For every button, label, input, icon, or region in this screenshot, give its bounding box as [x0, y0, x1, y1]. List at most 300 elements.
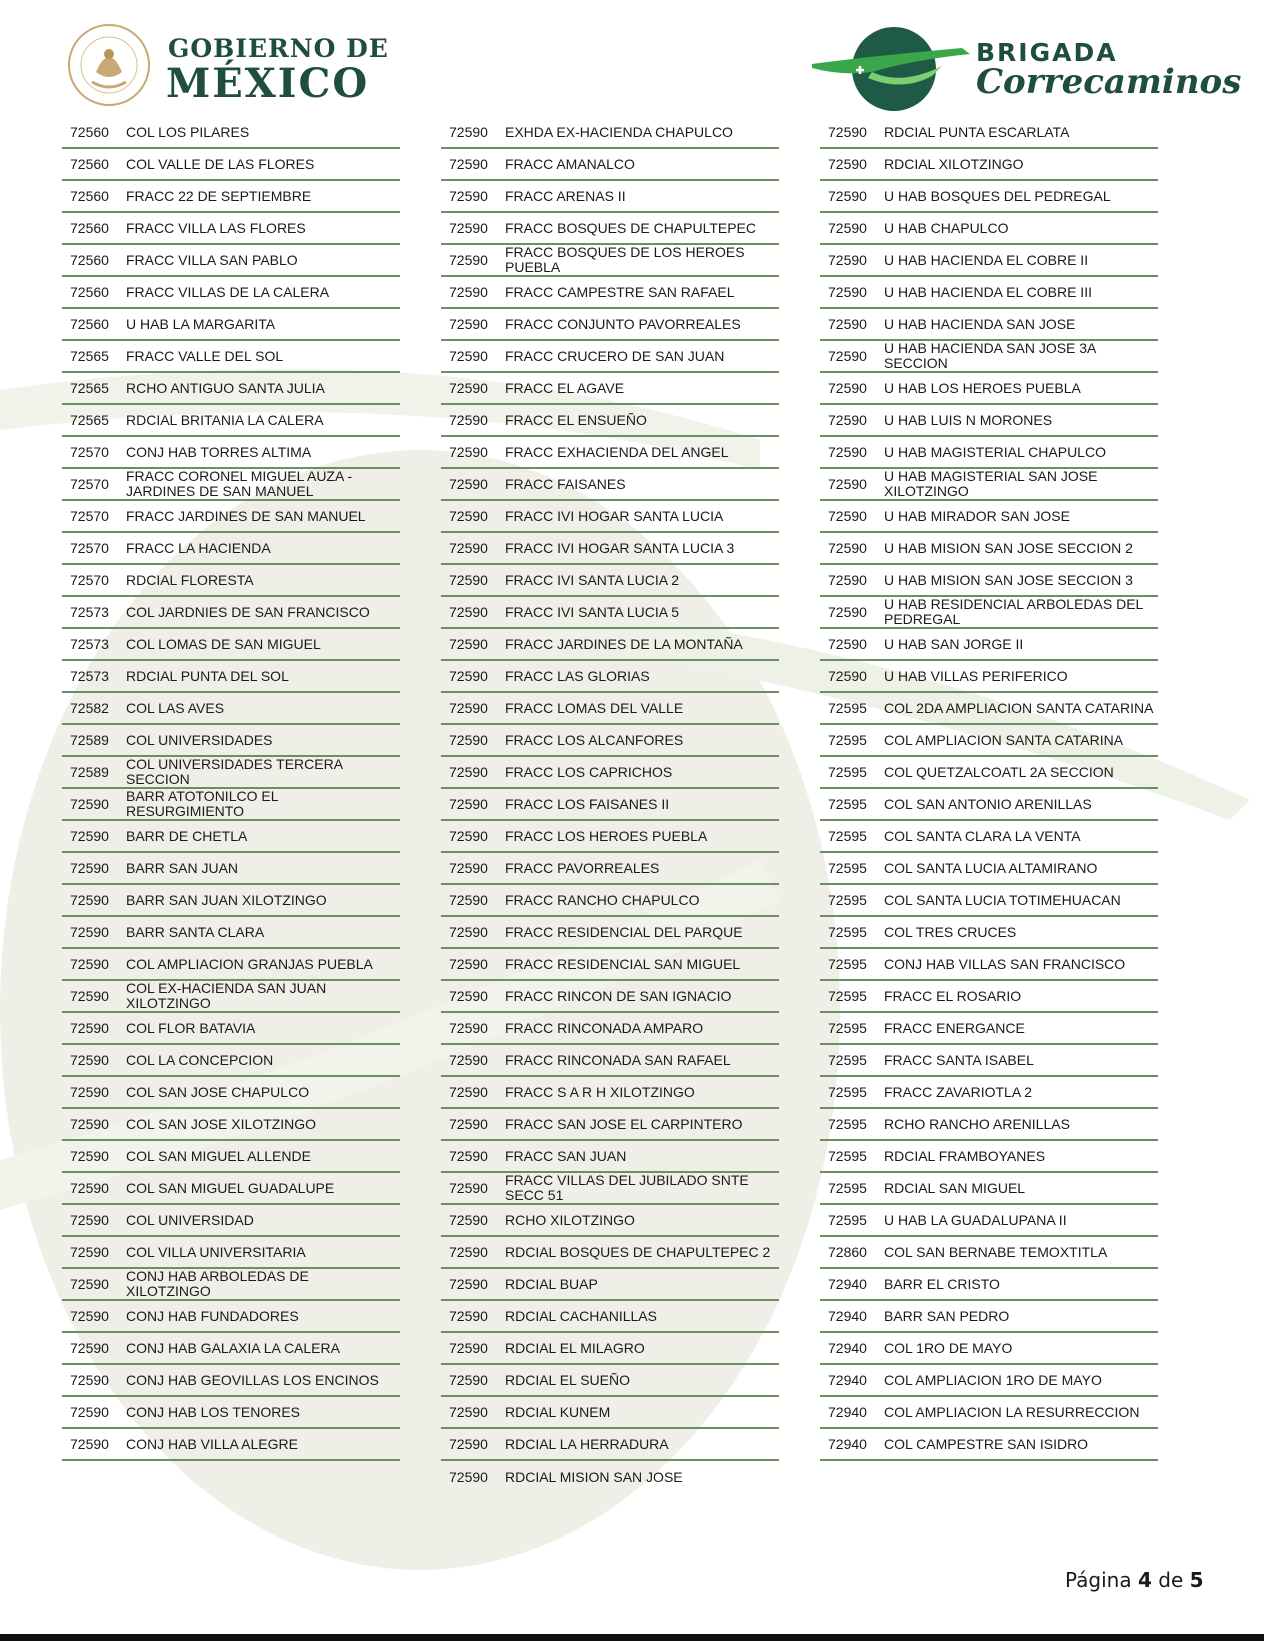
list-item: [820, 1365, 1158, 1397]
list-item: [62, 245, 400, 277]
page-word: Página: [1065, 1568, 1132, 1592]
settlement-name: COL LOS PILARES: [126, 123, 250, 140]
list-item: [820, 789, 1158, 821]
postal-code: 72590: [449, 572, 488, 588]
settlement-name: U HAB HACIENDA SAN JOSE 3A SECCION: [884, 340, 1096, 371]
postal-code: 72590: [828, 444, 867, 460]
list-item: [441, 661, 779, 693]
settlement-name: COL SANTA LUCIA TOTIMEHUACAN: [884, 891, 1121, 908]
postal-code: 72590: [449, 732, 488, 748]
settlement-name: FRACC SAN JOSE EL CARPINTERO: [505, 1115, 743, 1132]
list-item: [62, 1237, 400, 1269]
settlement-name: FRACC CRUCERO DE SAN JUAN: [505, 347, 725, 364]
postal-code: 72590: [449, 444, 488, 460]
settlement-name: RCHO XILOTZINGO: [505, 1211, 635, 1228]
settlement-name: U HAB BOSQUES DEL PEDREGAL: [884, 187, 1111, 204]
postal-code: 72595: [828, 892, 867, 908]
list-item: [820, 1333, 1158, 1365]
postal-code: 72590: [70, 1212, 109, 1228]
settlement-name: BARR ATOTONILCO EL RESURGIMIENTO: [126, 788, 278, 819]
settlement-name: COL EX-HACIENDA SAN JUAN XILOTZINGO: [126, 980, 327, 1011]
postal-code: 72560: [70, 284, 109, 300]
postal-code: 72560: [70, 188, 109, 204]
postal-code: 72590: [449, 348, 488, 364]
list-item: [62, 405, 400, 437]
postal-code: 72940: [828, 1436, 867, 1452]
list-item: [820, 981, 1158, 1013]
postal-code: 72589: [70, 764, 109, 780]
list-item: [441, 597, 779, 629]
postal-code: 72590: [449, 1180, 488, 1196]
list-item: [441, 853, 779, 885]
settlement-name: U HAB HACIENDA EL COBRE III: [884, 283, 1092, 300]
postal-code: 72595: [828, 988, 867, 1004]
postal-code: 72590: [828, 284, 867, 300]
list-item: [441, 341, 779, 373]
postal-code: 72590: [449, 284, 488, 300]
settlement-name: FRACC AMANALCO: [505, 155, 635, 172]
postal-code: 72595: [828, 1052, 867, 1068]
postal-code: 72595: [828, 796, 867, 812]
postal-code: 72565: [70, 412, 109, 428]
settlement-name: FRACC CORONEL MIGUEL AUZA - JARDINES DE SAN MANUEL: [126, 468, 353, 499]
postal-code: 72590: [449, 700, 488, 716]
settlement-name: COL JARDNIES DE SAN FRANCISCO: [126, 603, 370, 620]
list-item: [62, 949, 400, 981]
settlement-name: FRACC VALLE DEL SOL: [126, 347, 284, 364]
postal-code: 72590: [449, 1404, 488, 1420]
settlement-name: CONJ HAB GALAXIA LA CALERA: [126, 1339, 340, 1356]
list-item: [820, 341, 1158, 373]
list-item: [441, 1269, 779, 1301]
list-item: [62, 1109, 400, 1141]
settlement-name: U HAB HACIENDA SAN JOSE: [884, 315, 1076, 332]
settlement-name: COL LAS AVES: [126, 699, 225, 716]
postal-code: 72940: [828, 1276, 867, 1292]
list-item: [62, 501, 400, 533]
list-item: [62, 597, 400, 629]
list-item: [441, 373, 779, 405]
list-item: [62, 917, 400, 949]
settlement-name: RCHO ANTIGUO SANTA JULIA: [126, 379, 325, 396]
column-left: [62, 117, 400, 1461]
list-item: [441, 757, 779, 789]
settlement-name: COL SAN ANTONIO ARENILLAS: [884, 795, 1092, 812]
list-item: [441, 245, 779, 277]
list-item: [820, 757, 1158, 789]
list-item: [820, 1013, 1158, 1045]
list-item: [62, 341, 400, 373]
postal-code: 72590: [449, 796, 488, 812]
list-item: [62, 277, 400, 309]
list-item: [62, 1269, 400, 1301]
settlement-name: FRACC SANTA ISABEL: [884, 1051, 1034, 1068]
postal-code: 72590: [70, 1244, 109, 1260]
list-item: [441, 1141, 779, 1173]
postal-code: 72595: [828, 828, 867, 844]
settlement-name: COL SAN MIGUEL ALLENDE: [126, 1147, 311, 1164]
list-item: [820, 1301, 1158, 1333]
postal-code: 72590: [449, 1052, 488, 1068]
list-item: [441, 1333, 779, 1365]
list-item: [441, 629, 779, 661]
settlement-name: BARR SAN JUAN XILOTZINGO: [126, 891, 327, 908]
settlement-name: RDCIAL FRAMBOYANES: [884, 1147, 1046, 1164]
postal-code: 72590: [828, 636, 867, 652]
postal-code: 72940: [828, 1372, 867, 1388]
postal-code: 72590: [449, 764, 488, 780]
settlement-name: U HAB MAGISTERIAL CHAPULCO: [884, 443, 1106, 460]
postal-code: 72582: [70, 700, 109, 716]
settlement-name: BARR DE CHETLA: [126, 827, 248, 844]
list-item: [441, 981, 779, 1013]
list-item: [62, 149, 400, 181]
settlement-name: RDCIAL PUNTA DEL SOL: [126, 667, 289, 684]
list-item: [62, 789, 400, 821]
postal-code: 72590: [449, 476, 488, 492]
list-item: [62, 309, 400, 341]
list-item: [62, 1429, 400, 1461]
settlement-name: RCHO RANCHO ARENILLAS: [884, 1115, 1070, 1132]
list-item: [441, 1301, 779, 1333]
brigada-title: BRIGADA: [976, 38, 1118, 67]
list-item: [820, 853, 1158, 885]
list-item: [62, 117, 400, 149]
postal-code: 72590: [449, 220, 488, 236]
settlement-name: FRACC LOS FAISANES II: [505, 795, 670, 812]
settlement-name: FRACC RESIDENCIAL SAN MIGUEL: [505, 955, 741, 972]
postal-code: 72590: [449, 956, 488, 972]
page-current: 4: [1137, 1568, 1152, 1592]
list-item: [820, 1173, 1158, 1205]
postal-code: 72590: [828, 220, 867, 236]
postal-code: 72590: [828, 412, 867, 428]
postal-code: 72590: [449, 1372, 488, 1388]
settlement-name: FRACC SAN JUAN: [505, 1147, 627, 1164]
postal-code: 72570: [70, 444, 109, 460]
postal-code: 72565: [70, 380, 109, 396]
settlement-name: COL QUETZALCOATL 2A SECCION: [884, 763, 1114, 780]
postal-code: 72570: [70, 540, 109, 556]
settlement-name: U HAB LOS HEROES PUEBLA: [884, 379, 1081, 396]
settlement-name: COL SANTA LUCIA ALTAMIRANO: [884, 859, 1098, 876]
list-item: [820, 1429, 1158, 1461]
list-item: [441, 1173, 779, 1205]
postal-code: 72590: [70, 1436, 109, 1452]
postal-code: 72595: [828, 1180, 867, 1196]
page-header: [0, 0, 1264, 120]
mexico-title: MÉXICO: [166, 60, 370, 107]
list-item: [441, 1397, 779, 1429]
postal-code: 72590: [449, 156, 488, 172]
list-item: [820, 501, 1158, 533]
postal-code: 72590: [449, 124, 488, 140]
settlement-name: COL VALLE DE LAS FLORES: [126, 155, 315, 172]
settlement-name: FRACC VILLA LAS FLORES: [126, 219, 306, 236]
postal-code: 72589: [70, 732, 109, 748]
list-item: [820, 469, 1158, 501]
list-item: [62, 1301, 400, 1333]
postal-code: 72590: [828, 316, 867, 332]
list-item: [62, 1173, 400, 1205]
settlement-name: FRACC S A R H XILOTZINGO: [505, 1083, 695, 1100]
list-item: [820, 917, 1158, 949]
list-item: [820, 1269, 1158, 1301]
list-item: [62, 885, 400, 917]
settlement-name: COL AMPLIACION LA RESURRECCION: [884, 1403, 1140, 1420]
settlement-name: BARR SANTA CLARA: [126, 923, 265, 940]
list-item: [62, 757, 400, 789]
list-item: [62, 1013, 400, 1045]
settlement-name: COL VILLA UNIVERSITARIA: [126, 1243, 306, 1260]
postal-code: 72590: [449, 1212, 488, 1228]
list-item: [62, 181, 400, 213]
list-item: [820, 1045, 1158, 1077]
settlement-name: COL 1RO DE MAYO: [884, 1339, 1013, 1356]
settlement-name: FRACC LOMAS DEL VALLE: [505, 699, 684, 716]
settlement-name: RDCIAL PUNTA ESCARLATA: [884, 123, 1070, 140]
list-item: [441, 1109, 779, 1141]
postal-code: 72595: [828, 1020, 867, 1036]
list-item: [62, 1205, 400, 1237]
postal-code: 72590: [70, 796, 109, 812]
list-item: [820, 117, 1158, 149]
list-item: [441, 149, 779, 181]
settlement-name: FRACC LOS ALCANFORES: [505, 731, 684, 748]
postal-code: 72595: [828, 700, 867, 716]
settlement-name: FRACC EXHACIENDA DEL ANGEL: [505, 443, 729, 460]
settlement-name: CONJ HAB FUNDADORES: [126, 1307, 299, 1324]
list-item: [62, 533, 400, 565]
list-item: [820, 373, 1158, 405]
postal-code: 72590: [70, 828, 109, 844]
settlement-name: RDCIAL BOSQUES DE CHAPULTEPEC 2: [505, 1243, 771, 1260]
postal-code: 72560: [70, 220, 109, 236]
settlement-name: U HAB LA GUADALUPANA II: [884, 1211, 1067, 1228]
postal-code: 72590: [449, 1020, 488, 1036]
postal-code: 72590: [449, 636, 488, 652]
list-item: [441, 1237, 779, 1269]
postal-code: 72590: [828, 508, 867, 524]
list-item: [820, 629, 1158, 661]
list-item: [62, 1141, 400, 1173]
settlement-name: RDCIAL EL SUEÑO: [505, 1371, 630, 1388]
settlement-name: RDCIAL BUAP: [505, 1275, 598, 1292]
settlement-name: RDCIAL KUNEM: [505, 1403, 611, 1420]
settlement-name: COL SAN BERNABE TEMOXTITLA: [884, 1243, 1108, 1260]
postal-code: 72595: [828, 1212, 867, 1228]
settlement-name: FRACC EL ENSUEÑO: [505, 411, 647, 428]
settlement-name: COL UNIVERSIDAD: [126, 1211, 254, 1228]
settlement-name: FRACC JARDINES DE LA MONTAÑA: [505, 635, 743, 652]
postal-code: 72590: [70, 1116, 109, 1132]
settlement-name: FRACC IVI HOGAR SANTA LUCIA: [505, 507, 724, 524]
list-item: [441, 1429, 779, 1461]
list-item: [820, 1077, 1158, 1109]
settlement-name: FRACC IVI SANTA LUCIA 5: [505, 603, 680, 620]
settlement-name: FRACC VILLAS DE LA CALERA: [126, 283, 330, 300]
list-item: [62, 693, 400, 725]
settlement-name: COL SAN MIGUEL GUADALUPE: [126, 1179, 335, 1196]
postal-code: 72590: [70, 1084, 109, 1100]
list-item: [62, 373, 400, 405]
postal-code: 72590: [70, 892, 109, 908]
postal-code: 72590: [70, 924, 109, 940]
postal-code: 72590: [828, 188, 867, 204]
postal-code: 72590: [449, 1469, 488, 1485]
settlement-name: RDCIAL SAN MIGUEL: [884, 1179, 1026, 1196]
correcaminos-title: Correcaminos: [976, 62, 1242, 102]
postal-code: 72595: [828, 956, 867, 972]
list-item: [441, 821, 779, 853]
postal-code: 72590: [70, 1020, 109, 1036]
settlement-name: FRACC LOS HEROES PUEBLA: [505, 827, 708, 844]
postal-code: 72590: [828, 572, 867, 588]
settlement-name: FRACC RINCON DE SAN IGNACIO: [505, 987, 732, 1004]
list-item: [62, 981, 400, 1013]
settlement-name: RDCIAL FLORESTA: [126, 571, 254, 588]
settlement-name: BARR SAN JUAN: [126, 859, 239, 876]
settlement-name: BARR EL CRISTO: [884, 1275, 1000, 1292]
list-item: [820, 693, 1158, 725]
postal-code: 72595: [828, 1116, 867, 1132]
list-item: [441, 885, 779, 917]
postal-code: 72590: [449, 1436, 488, 1452]
postal-code: 72590: [828, 380, 867, 396]
postal-code: 72573: [70, 668, 109, 684]
postal-code: 72590: [449, 188, 488, 204]
list-item: [62, 629, 400, 661]
list-item: [441, 309, 779, 341]
postal-code: 72595: [828, 732, 867, 748]
list-item: [441, 501, 779, 533]
list-item: [441, 1205, 779, 1237]
list-item: [820, 1141, 1158, 1173]
postal-code: 72590: [449, 540, 488, 556]
settlement-name: CONJ HAB VILLA ALEGRE: [126, 1435, 298, 1452]
postal-code: 72590: [828, 604, 867, 620]
settlement-name: U HAB LUIS N MORONES: [884, 411, 1053, 428]
list-item: [820, 309, 1158, 341]
column-right: [820, 117, 1158, 1461]
page-number: [1065, 1568, 1204, 1592]
settlement-name: CONJ HAB ARBOLEDAS DE XILOTZINGO: [126, 1268, 309, 1299]
mexico-seal-icon: [66, 22, 152, 108]
postal-code: 72595: [828, 764, 867, 780]
settlement-name: U HAB VILLAS PERIFERICO: [884, 667, 1068, 684]
list-item: [62, 1077, 400, 1109]
postal-code: 72590: [449, 1244, 488, 1260]
postal-code: 72570: [70, 476, 109, 492]
postal-code: 72560: [70, 252, 109, 268]
settlement-name: EXHDA EX-HACIENDA CHAPULCO: [505, 123, 733, 140]
postal-code: 72595: [828, 860, 867, 876]
settlement-name: U HAB CHAPULCO: [884, 219, 1009, 236]
settlement-name: CONJ HAB VILLAS SAN FRANCISCO: [884, 955, 1126, 972]
settlement-name: COL LOMAS DE SAN MIGUEL: [126, 635, 321, 652]
list-item: [441, 533, 779, 565]
list-item: [441, 277, 779, 309]
list-item: [441, 725, 779, 757]
postal-code: 72590: [449, 828, 488, 844]
settlement-name: FRACC LA HACIENDA: [126, 539, 271, 556]
list-item: [441, 789, 779, 821]
list-item: [62, 1397, 400, 1429]
postal-code: 72590: [449, 604, 488, 620]
settlement-name: BARR SAN PEDRO: [884, 1307, 1010, 1324]
postal-code: 72560: [70, 124, 109, 140]
list-item: [820, 1205, 1158, 1237]
list-item: [441, 469, 779, 501]
postal-code: 72595: [828, 1148, 867, 1164]
settlement-name: FRACC FAISANES: [505, 475, 626, 492]
settlement-name: COL UNIVERSIDADES: [126, 731, 273, 748]
settlement-name: FRACC 22 DE SEPTIEMBRE: [126, 187, 312, 204]
postal-code: 72590: [449, 508, 488, 524]
postal-code: 72590: [70, 956, 109, 972]
postal-code: 72590: [449, 668, 488, 684]
settlement-name: U HAB RESIDENCIAL ARBOLEDAS DEL PEDREGAL: [884, 596, 1143, 627]
list-item: [820, 213, 1158, 245]
settlement-name: COL TRES CRUCES: [884, 923, 1017, 940]
postal-code: 72573: [70, 604, 109, 620]
postal-code: 72590: [449, 316, 488, 332]
settlement-name: FRACC IVI SANTA LUCIA 2: [505, 571, 680, 588]
list-item: [820, 885, 1158, 917]
settlement-name: CONJ HAB GEOVILLAS LOS ENCINOS: [126, 1371, 379, 1388]
list-item: [441, 437, 779, 469]
list-item: [441, 693, 779, 725]
settlement-name: RDCIAL MISION SAN JOSE: [505, 1468, 683, 1485]
settlement-name: U HAB SAN JORGE II: [884, 635, 1024, 652]
settlement-name: COL FLOR BATAVIA: [126, 1019, 256, 1036]
settlement-name: COL UNIVERSIDADES TERCERA SECCION: [126, 756, 343, 787]
gobierno-title: GOBIERNO DE: [168, 34, 389, 63]
postal-code: 72590: [449, 924, 488, 940]
postal-code: 72590: [449, 412, 488, 428]
postal-code: 72590: [70, 1340, 109, 1356]
list-item: [62, 1045, 400, 1077]
postal-code: 72560: [70, 316, 109, 332]
list-item: [441, 1365, 779, 1397]
list-item: [62, 661, 400, 693]
list-item: [820, 1237, 1158, 1269]
settlement-name: COL SANTA CLARA LA VENTA: [884, 827, 1081, 844]
settlement-name: RDCIAL CACHANILLAS: [505, 1307, 657, 1324]
list-item: [441, 1461, 779, 1493]
list-item: [62, 469, 400, 501]
settlement-name: FRACC BOSQUES DE CHAPULTEPEC: [505, 219, 757, 236]
settlement-name: RDCIAL XILOTZINGO: [884, 155, 1024, 172]
settlement-name: U HAB MISION SAN JOSE SECCION 2: [884, 539, 1133, 556]
settlement-name: FRACC RINCONADA SAN RAFAEL: [505, 1051, 731, 1068]
list-item: [820, 725, 1158, 757]
postal-code: 72940: [828, 1404, 867, 1420]
roadrunner-logo-icon: [812, 26, 972, 112]
list-item: [820, 181, 1158, 213]
postal-code: 72595: [828, 1084, 867, 1100]
list-item: [820, 437, 1158, 469]
settlement-name: CONJ HAB TORRES ALTIMA: [126, 443, 312, 460]
settlement-name: RDCIAL BRITANIA LA CALERA: [126, 411, 324, 428]
postal-code: 72590: [449, 252, 488, 268]
list-item: [820, 405, 1158, 437]
settlement-name: FRACC BOSQUES DE LOS HEROES PUEBLA: [505, 244, 745, 275]
settlement-name: FRACC CAMPESTRE SAN RAFAEL: [505, 283, 735, 300]
settlement-name: COL 2DA AMPLIACION SANTA CATARINA: [884, 699, 1154, 716]
postal-code: 72590: [70, 988, 109, 1004]
list-item: [441, 565, 779, 597]
